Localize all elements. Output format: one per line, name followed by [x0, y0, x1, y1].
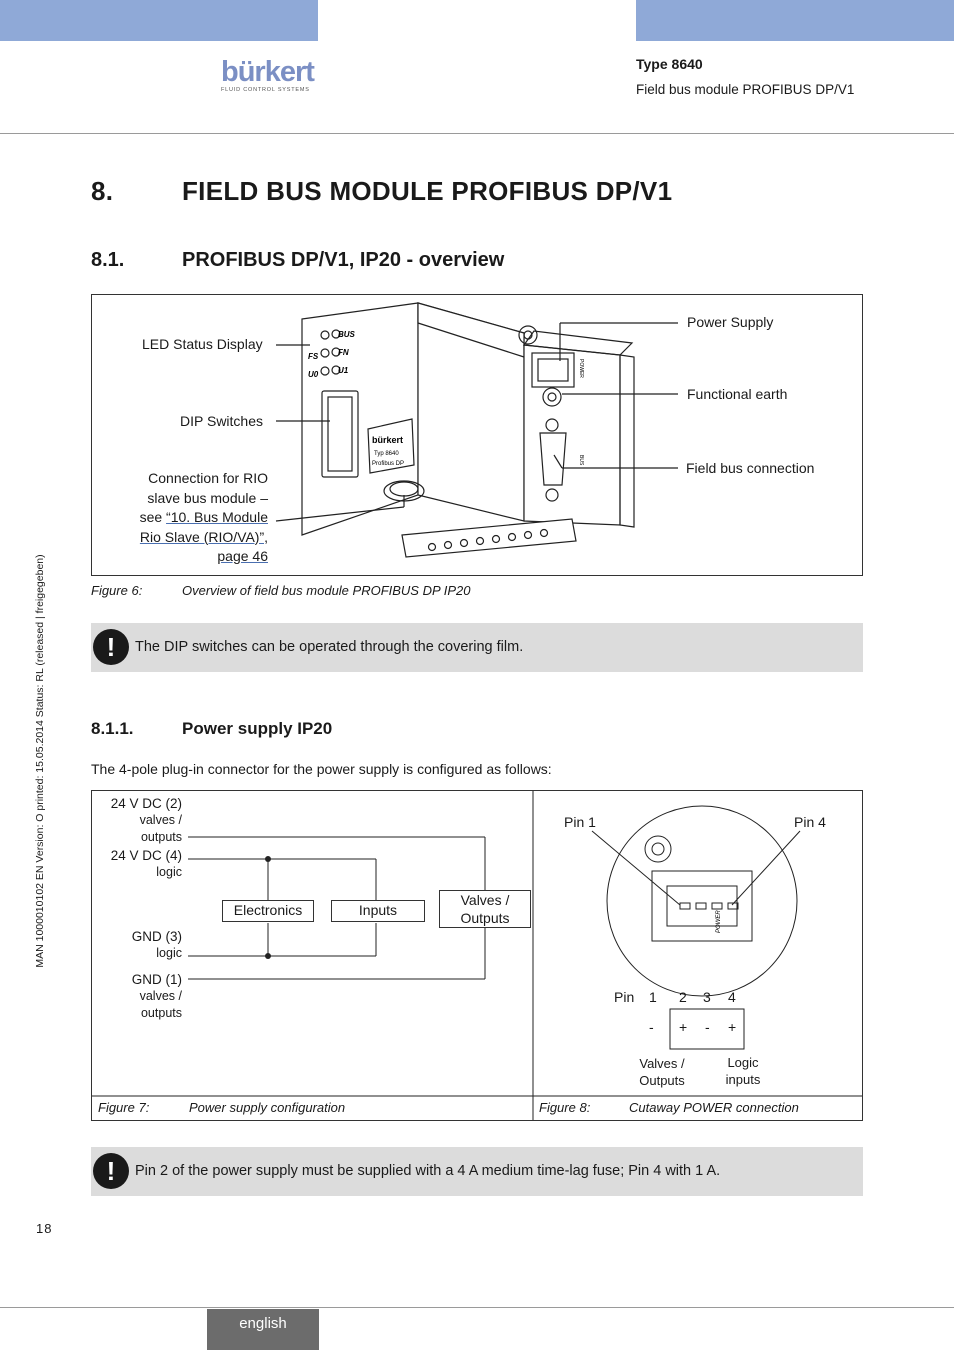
note-dip-switches [91, 623, 863, 672]
header-subtitle: Field bus module PROFIBUS DP/V1 [636, 82, 855, 97]
callout-rio-line1: Connection for RIO [148, 470, 268, 486]
label-24v-dc-2-sub1: valves / [139, 813, 182, 827]
subsubsection-number: 8.1.1. [91, 719, 134, 738]
device-brand: bürkert [372, 435, 404, 445]
pin-sign-4: + [728, 1019, 737, 1035]
led-label-u0: U0 [308, 370, 319, 379]
link-bus-module-rio[interactable]: “10. Bus Module [166, 509, 268, 525]
box-electronics: Electronics [222, 900, 314, 922]
section-number: 8. [91, 176, 114, 206]
callout-dip-switches: DIP Switches [180, 413, 263, 429]
label-valves-pins-2: Outputs [639, 1073, 685, 1088]
led-label-bus: BUS [338, 330, 355, 339]
label-24v-dc-4-title: 24 V DC (4) [110, 848, 182, 863]
label-pin-4: Pin 4 [794, 814, 826, 830]
footer-language-tab: english [207, 1309, 319, 1350]
label-logic-pins-2: inputs [725, 1072, 761, 1087]
figure-8-number: Figure 8: [539, 1100, 591, 1115]
box-valves-outputs [439, 890, 531, 928]
label-24v-dc-4-sub: logic [156, 865, 182, 879]
page-number: 18 [36, 1221, 53, 1236]
header-bar-right [636, 0, 954, 41]
footer-divider [0, 1307, 954, 1308]
figure-7-number: Figure 7: [98, 1100, 150, 1115]
device-bus-text: BUS [578, 455, 584, 466]
callout-rio-connection [100, 469, 268, 567]
label-valves-outputs-pins [632, 1055, 692, 1089]
junction-dot-bottom [265, 953, 271, 959]
note-fuse [91, 1147, 863, 1196]
label-gnd-3-title: GND (3) [131, 929, 182, 944]
figure-6-number: Figure 6: [91, 583, 143, 598]
label-24v-dc-2-title: 24 V DC (2) [110, 796, 182, 811]
pin-number-4: 4 [728, 989, 736, 1005]
box-valves-line2: Outputs [460, 910, 510, 926]
note-1-text: The DIP switches can be operated through the covering film. [135, 639, 524, 655]
box-inputs: Inputs [331, 900, 425, 922]
pin-number-2: 2 [679, 989, 687, 1005]
pin-number-1: 1 [649, 989, 657, 1005]
logo-word: bürkert [221, 56, 314, 88]
label-gnd-1-title: GND (1) [131, 972, 182, 987]
label-gnd-1-sub1: valves / [139, 989, 182, 1003]
pin-sign-1: - [649, 1019, 654, 1035]
label-24v-dc-2 [96, 795, 182, 846]
label-valves-pins-1: Valves / [639, 1056, 685, 1071]
cutaway-power-text: POWER [716, 910, 722, 933]
link-rio-slave[interactable]: Rio Slave (RIO/VA)”, [139, 528, 268, 545]
box-valves-line1: Valves / [460, 892, 510, 908]
subsubsection-title: Power supply IP20 [182, 719, 333, 738]
subsection-number: 8.1. [91, 249, 125, 271]
label-gnd-1 [96, 971, 182, 1022]
device-power-text: POWER [578, 359, 584, 378]
figure-6-caption: Overview of field bus module PROFIBUS DP IP20 [182, 583, 471, 598]
figure-8-caption: Cutaway POWER connection [629, 1100, 799, 1115]
label-logic-inputs-pins [716, 1054, 770, 1088]
pin-sign-3: - [705, 1019, 710, 1035]
figure-7-caption: Power supply configuration [189, 1100, 346, 1115]
subsection-title: PROFIBUS DP/V1, IP20 - overview [182, 249, 505, 271]
link-page-46[interactable]: page 46 [217, 548, 268, 564]
led-label-fs: FS [308, 352, 319, 361]
callout-functional-earth: Functional earth [687, 386, 788, 402]
exclamation-icon: ! [93, 629, 129, 665]
section-title: FIELD BUS MODULE PROFIBUS DP/V1 [182, 176, 673, 206]
led-label-fn: FN [338, 348, 349, 357]
label-gnd-3 [96, 928, 182, 962]
label-gnd-1-sub2: outputs [140, 1006, 182, 1020]
callout-rio-see: see [139, 509, 167, 525]
device-profibus: Profibus DP [372, 461, 405, 467]
pin-number-3: 3 [703, 989, 711, 1005]
junction-dot-top [265, 856, 271, 862]
callout-rio-line2: slave bus module – [147, 489, 268, 506]
device-typ: Typ 8640 [374, 451, 399, 457]
pin-sign-2: + [679, 1019, 688, 1035]
label-24v-dc-4 [96, 847, 182, 881]
callout-power-supply: Power Supply [687, 314, 774, 330]
intro-paragraph: The 4-pole plug-in connector for the power supply is configured as follows: [91, 761, 552, 777]
header-type: Type 8640 [636, 56, 703, 72]
callout-field-bus: Field bus connection [686, 460, 815, 476]
header-bar-left [0, 0, 318, 41]
exclamation-icon: ! [93, 1153, 129, 1189]
figure-7-8-table [91, 790, 863, 1121]
document-info-vertical: MAN 1000010102 EN Version: O printed: 15.05.2014 Status: RL (released | freigegeben) [34, 554, 46, 968]
label-24v-dc-2-sub2: outputs [140, 830, 182, 844]
label-pin-1: Pin 1 [564, 814, 596, 830]
note-2-text: Pin 2 of the power supply must be supplied with a 4 A medium time-lag fuse; Pin 4 with 1 A. [135, 1163, 721, 1179]
burkert-logo [221, 58, 319, 93]
logo-tagline: FLUID CONTROL SYSTEMS [221, 87, 310, 93]
label-logic-pins-1: Logic [727, 1055, 759, 1070]
callout-led-status: LED Status Display [142, 336, 263, 352]
label-pin-row: Pin [614, 989, 635, 1005]
header-divider [0, 133, 954, 134]
label-gnd-3-sub: logic [156, 946, 182, 960]
led-label-u1: U1 [338, 366, 349, 375]
